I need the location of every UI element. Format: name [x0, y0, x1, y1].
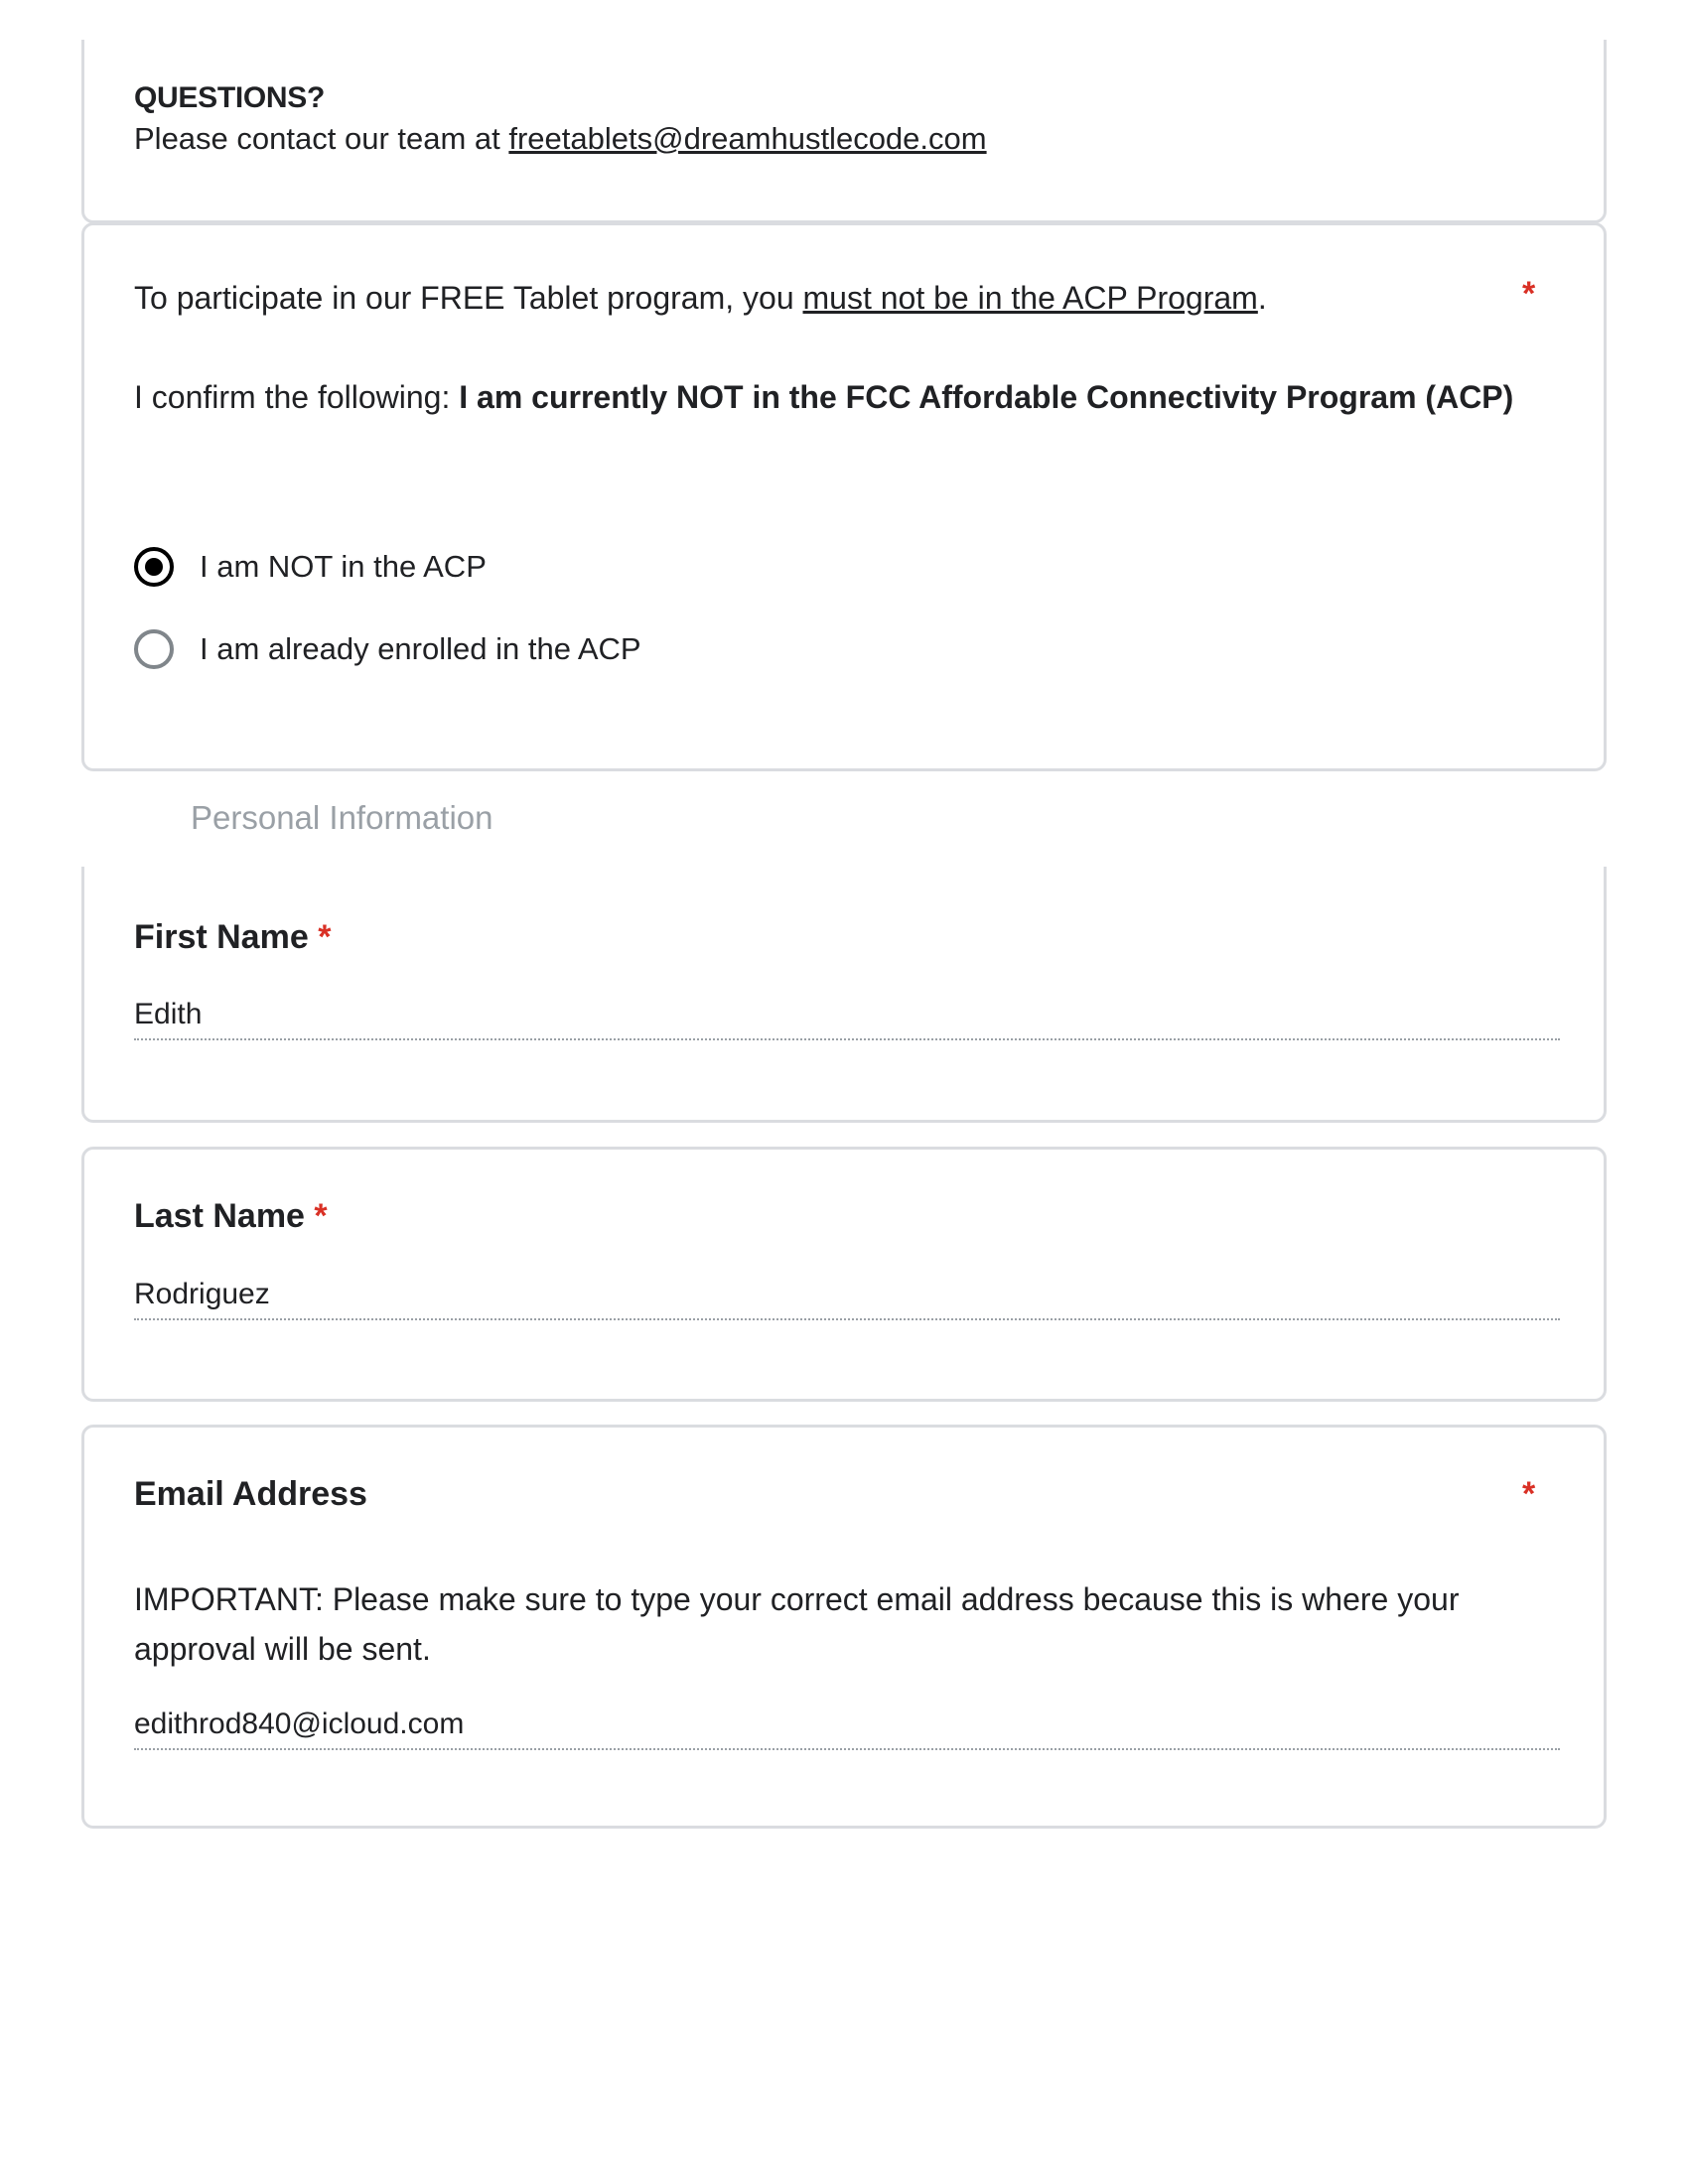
section-title: Personal Information: [191, 799, 493, 836]
questions-card: [81, 40, 1607, 223]
acp-intro-text: [134, 273, 1267, 323]
required-asterisk: *: [318, 918, 332, 956]
questions-contact-prefix: Please contact our team at: [134, 121, 509, 156]
first-name-input[interactable]: Edith: [134, 998, 203, 1030]
last-name-card: [81, 1147, 1607, 1402]
first-name-label: [134, 918, 331, 957]
radio-option-label: I am NOT in the ACP: [200, 549, 487, 584]
last-name-label: [134, 1197, 328, 1236]
questions-contact-text: [134, 121, 987, 157]
required-asterisk: *: [1522, 275, 1536, 313]
last-name-input[interactable]: Rodriguez: [134, 1278, 270, 1310]
radio-option-not-in-acp[interactable]: [134, 545, 487, 589]
email-card: [81, 1425, 1607, 1829]
last-name-underline: [134, 1318, 1560, 1320]
first-name-label-text: First Name: [134, 918, 309, 956]
email-input[interactable]: edithrod840@icloud.com: [134, 1707, 465, 1740]
email-note: IMPORTANT: Please make sure to type your correct email address because this is where your approval will be sent.: [134, 1581, 1460, 1667]
first-name-underline: [134, 1038, 1560, 1040]
radio-checked-icon[interactable]: [134, 547, 174, 587]
email-label: Email Address: [134, 1475, 367, 1513]
acp-program-link[interactable]: must not be in the ACP Program: [802, 280, 1258, 316]
acp-confirm-bold: I am currently NOT in the FCC Affordable Connectivity Program (ACP): [459, 379, 1514, 415]
required-asterisk: *: [1522, 1475, 1536, 1513]
acp-confirm-text: [134, 372, 1564, 422]
radio-option-label: I am already enrolled in the ACP: [200, 631, 641, 666]
required-asterisk: *: [314, 1197, 328, 1235]
first-name-card: [81, 867, 1607, 1123]
contact-email-link[interactable]: freetablets@dreamhustlecode.com: [508, 121, 987, 156]
radio-unchecked-icon[interactable]: [134, 629, 174, 669]
acp-intro-end: .: [1257, 280, 1267, 316]
questions-heading: QUESTIONS?: [134, 81, 326, 114]
radio-option-enrolled-in-acp[interactable]: [134, 627, 641, 671]
acp-question-card: [81, 222, 1607, 771]
email-underline: [134, 1748, 1560, 1750]
last-name-label-text: Last Name: [134, 1197, 305, 1235]
acp-confirm-prefix: I confirm the following:: [134, 379, 460, 415]
acp-intro-prefix: To participate in our FREE Tablet program, you: [134, 280, 803, 316]
